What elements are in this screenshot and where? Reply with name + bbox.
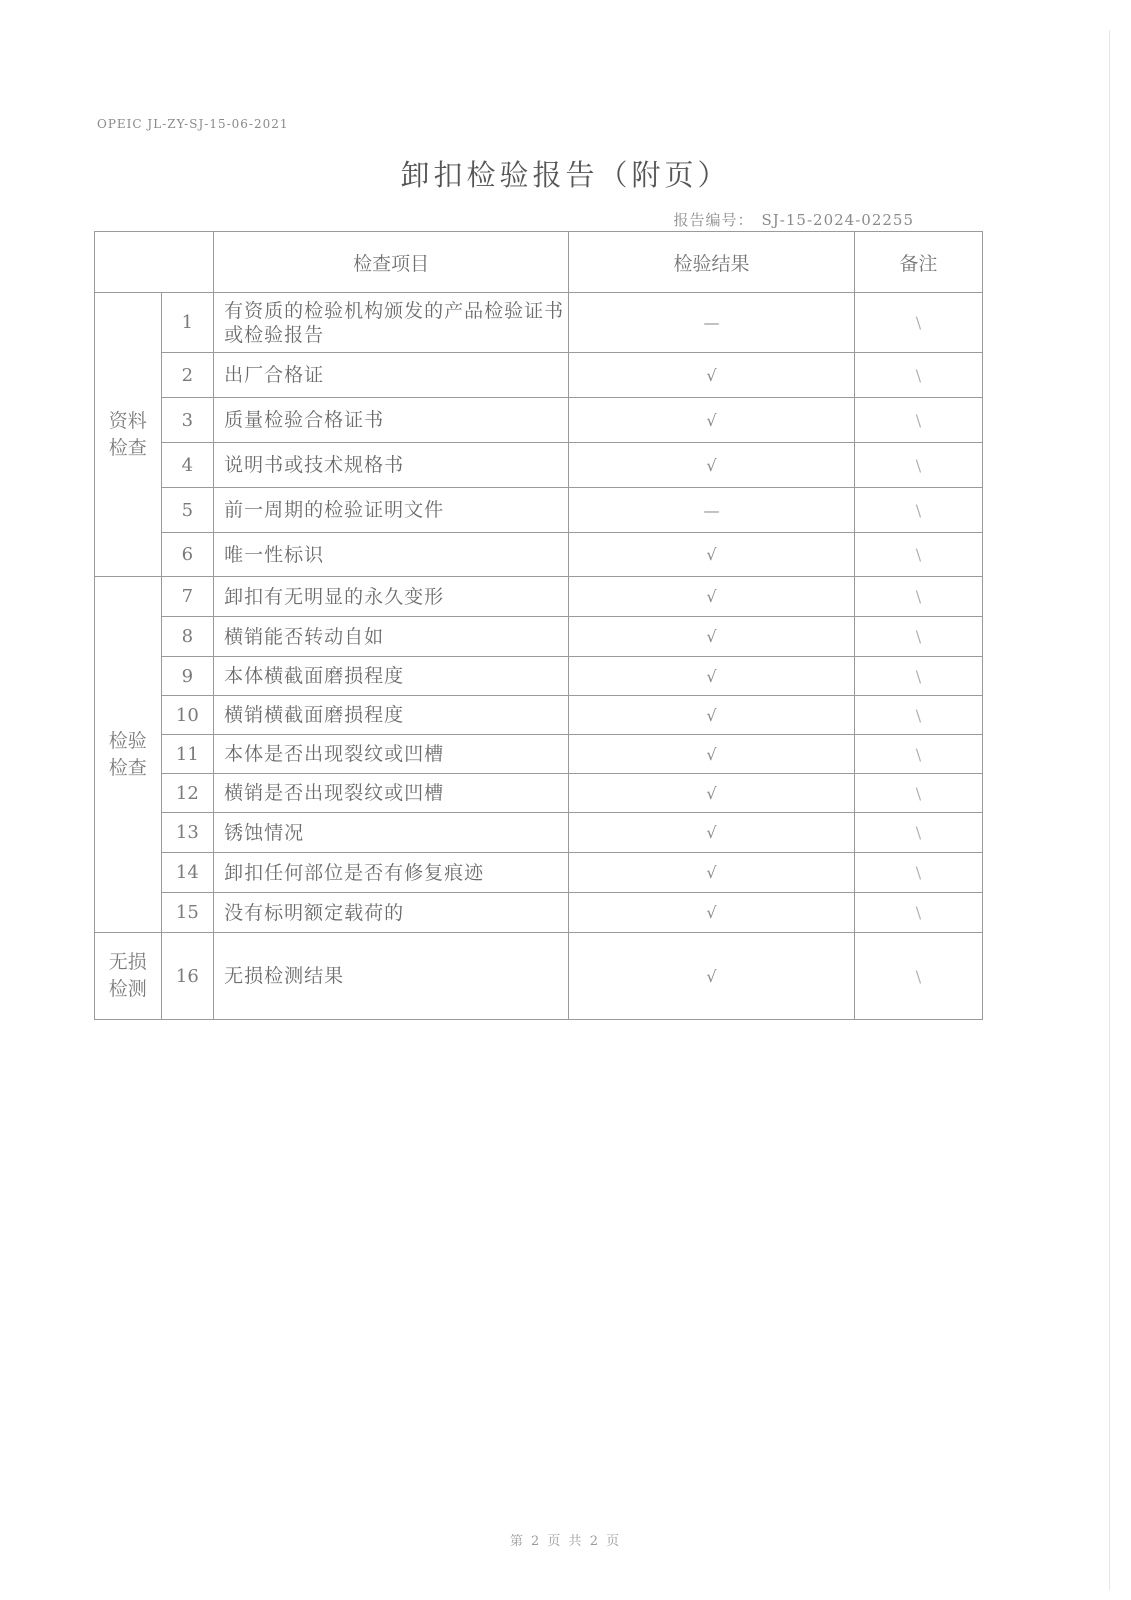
row-result: √ [569, 893, 855, 933]
table-row [95, 353, 983, 398]
row-result: √ [569, 617, 855, 657]
scan-edge-line [1109, 30, 1110, 1590]
row-result: √ [569, 853, 855, 893]
row-remark: \ [854, 293, 982, 353]
document-code: OPEIC JL-ZY-SJ-15-06-2021 [97, 117, 289, 131]
table-row [95, 933, 983, 1020]
row-item: 本体是否出现裂纹或凹槽 [214, 735, 569, 774]
row-result: — [569, 293, 855, 353]
row-remark: \ [854, 853, 982, 893]
table-row [95, 533, 983, 577]
row-result: — [569, 488, 855, 533]
row-remark: \ [854, 813, 982, 853]
row-result: √ [569, 353, 855, 398]
row-number: 16 [161, 933, 213, 1020]
table-row [95, 735, 983, 774]
row-remark: \ [854, 398, 982, 443]
row-result: √ [569, 657, 855, 696]
row-item: 横销是否出现裂纹或凹槽 [214, 774, 569, 813]
row-number: 6 [161, 533, 213, 577]
row-item: 没有标明额定载荷的 [214, 893, 569, 933]
row-remark: \ [854, 735, 982, 774]
row-number: 3 [161, 398, 213, 443]
row-result: √ [569, 533, 855, 577]
row-number: 8 [161, 617, 213, 657]
row-item: 唯一性标识 [214, 533, 569, 577]
row-remark: \ [854, 617, 982, 657]
row-item: 横销能否转动自如 [214, 617, 569, 657]
header-result: 检验结果 [569, 232, 855, 293]
row-item: 锈蚀情况 [214, 813, 569, 853]
document-title: 卸扣检验报告（附页） [400, 158, 731, 192]
inspection-table [94, 231, 983, 1020]
row-number: 4 [161, 443, 213, 488]
row-remark: \ [854, 657, 982, 696]
row-remark: \ [854, 933, 982, 1020]
row-item: 前一周期的检验证明文件 [214, 488, 569, 533]
table-row [95, 443, 983, 488]
table-row [95, 853, 983, 893]
row-item: 出厂合格证 [214, 353, 569, 398]
row-result: √ [569, 696, 855, 735]
row-number: 13 [161, 813, 213, 853]
table-header-row [95, 232, 983, 293]
page-footer: 第 2 页 共 2 页 [509, 1534, 622, 1549]
row-item: 质量检验合格证书 [214, 398, 569, 443]
header-blank [95, 232, 214, 293]
row-number: 10 [161, 696, 213, 735]
row-number: 14 [161, 853, 213, 893]
table-row [95, 774, 983, 813]
table-row [95, 398, 983, 443]
table-row [95, 577, 983, 617]
category-cell: 资料检查 [95, 293, 162, 577]
row-result: √ [569, 933, 855, 1020]
header-remark: 备注 [854, 232, 982, 293]
row-item: 说明书或技术规格书 [214, 443, 569, 488]
category-cell: 无损检测 [95, 933, 162, 1020]
row-result: √ [569, 735, 855, 774]
row-item: 卸扣有无明显的永久变形 [214, 577, 569, 617]
table-row [95, 696, 983, 735]
row-result: √ [569, 813, 855, 853]
row-number: 9 [161, 657, 213, 696]
row-result: √ [569, 577, 855, 617]
row-remark: \ [854, 533, 982, 577]
report-number-value: SJ-15-2024-02255 [761, 211, 914, 229]
row-number: 1 [161, 293, 213, 353]
table-row [95, 893, 983, 933]
report-number [666, 209, 915, 230]
report-number-label: 报告编号： [673, 211, 754, 229]
row-number: 2 [161, 353, 213, 398]
row-remark: \ [854, 443, 982, 488]
header-check-item: 检查项目 [214, 232, 569, 293]
row-result: √ [569, 774, 855, 813]
row-result: √ [569, 443, 855, 488]
row-remark: \ [854, 893, 982, 933]
table-row [95, 813, 983, 853]
row-item: 无损检测结果 [214, 933, 569, 1020]
row-number: 11 [161, 735, 213, 774]
row-item: 本体横截面磨损程度 [214, 657, 569, 696]
row-number: 5 [161, 488, 213, 533]
category-cell: 检验检查 [95, 577, 162, 933]
row-result: √ [569, 398, 855, 443]
row-remark: \ [854, 774, 982, 813]
table-row [95, 657, 983, 696]
table-row [95, 617, 983, 657]
row-number: 12 [161, 774, 213, 813]
row-remark: \ [854, 488, 982, 533]
row-remark: \ [854, 577, 982, 617]
row-remark: \ [854, 696, 982, 735]
row-item: 有资质的检验机构颁发的产品检验证书或检验报告 [214, 293, 569, 353]
row-number: 7 [161, 577, 213, 617]
row-item: 横销横截面磨损程度 [214, 696, 569, 735]
table-row [95, 293, 983, 353]
row-remark: \ [854, 353, 982, 398]
row-item: 卸扣任何部位是否有修复痕迹 [214, 853, 569, 893]
table-row [95, 488, 983, 533]
row-number: 15 [161, 893, 213, 933]
